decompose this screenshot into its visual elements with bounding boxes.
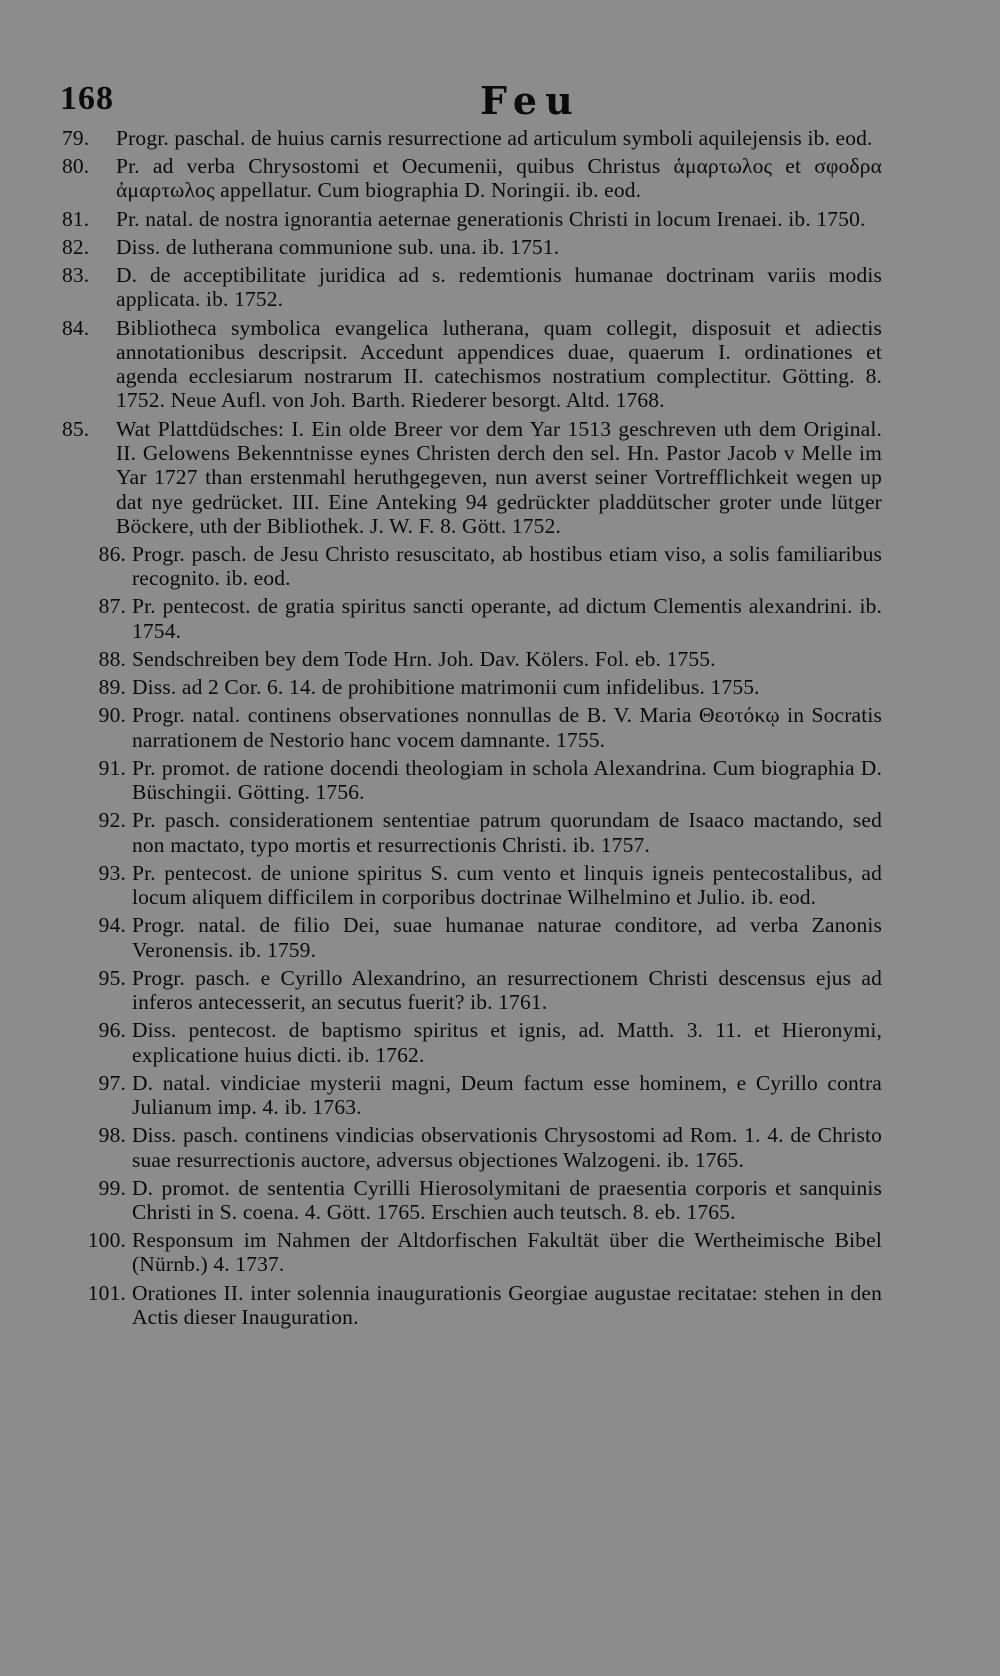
entry-number: 80. (62, 154, 90, 179)
entry-text: Progr. paschal. de huius carnis resurrectione ad articulum symboli aquilejensis ib. eod. (116, 126, 873, 150)
entry-number: 81. (62, 206, 90, 231)
entry-number: 82. (62, 234, 90, 259)
entry-number: 96. (98, 1018, 126, 1043)
bibliography-entry (62, 1018, 882, 1067)
entry-text: Orationes II. inter solennia inaugurationis Georgiae augustae recitatae: stehen in den Actis dieser Inauguration. (132, 1280, 882, 1329)
entry-text: Pr. pasch. considerationem sententiae patrum quorundam de Isaaco mactando, sed non mactato, typo mortis et resurrectionis Christi. ib. 1757. (132, 808, 882, 857)
bibliography-entry (62, 154, 882, 203)
entry-text: Sendschreiben bey dem Tode Hrn. Joh. Dav. Kölers. Fol. eb. 1755. (132, 646, 716, 671)
bibliography-entry (62, 675, 882, 699)
bibliography-entry (62, 808, 882, 857)
bibliography-entry (62, 1176, 882, 1225)
entry-number: 86. (98, 541, 126, 566)
entry-number: 91. (98, 755, 126, 780)
page-number: 168 (60, 80, 114, 117)
bibliography-entry (62, 417, 882, 538)
entry-text: D. de acceptibilitate juridica ad s. redemtionis humanae doctrinam variis modis applicata. ib. 1752. (116, 263, 882, 312)
bibliography-entry (62, 235, 882, 259)
bibliography-entry (62, 1123, 882, 1172)
entry-text: Diss. ad 2 Cor. 6. 14. de prohibitione matrimonii cum infidelibus. 1755. (132, 675, 760, 700)
entry-number: 100. (87, 1228, 126, 1253)
entry-number: 98. (98, 1123, 126, 1148)
entry-number: 88. (98, 646, 126, 671)
entry-number: 93. (98, 860, 126, 885)
entry-number: 92. (98, 808, 126, 833)
entry-text: Responsum im Nahmen der Altdorfischen Fakultät über die Wertheimische Bibel (Nürnb.) 4. 1737. (132, 1228, 882, 1277)
entry-text: Diss. pasch. continens vindicias observationis Chrysostomi ad Rom. 1. 4. de Christo suae resurrectionis auctore, adversus objectiones Walzogeni. ib. 1765. (132, 1123, 882, 1172)
entry-text: Progr. natal. de filio Dei, suae humanae naturae conditore, ad verba Zanonis Veronensis. ib. 1759. (132, 913, 882, 962)
entry-number: 85. (62, 416, 90, 441)
bibliography-list (62, 126, 882, 1333)
bibliography-entry (62, 594, 882, 643)
entry-text: Pr. natal. de nostra ignorantia aeternae generationis Christi in locum Irenaei. ib. 1750. (116, 206, 866, 231)
bibliography-entry (62, 647, 882, 671)
bibliography-entry (62, 1281, 882, 1330)
running-head: Feu (480, 78, 581, 123)
bibliography-entry (62, 703, 882, 752)
bibliography-entry (62, 913, 882, 962)
entry-text: Pr. pentecost. de unione spiritus S. cum vento et linquis igneis pentecostalibus, ad locum aliquem difficilem in corporibus doctrinae Wilhelmino et Julio. ib. eod. (132, 860, 882, 910)
bibliography-entry (62, 263, 882, 312)
bibliography-entry (62, 756, 882, 805)
entry-number: 90. (98, 703, 126, 728)
entry-number: 97. (98, 1070, 126, 1095)
bibliography-entry (62, 316, 882, 413)
bibliography-entry (62, 861, 882, 910)
bibliography-entry (62, 1071, 882, 1120)
bibliography-entry (62, 126, 882, 150)
entry-number: 89. (98, 675, 126, 700)
entry-number: 94. (98, 913, 126, 938)
page-header (60, 80, 940, 130)
entry-text: Progr. natal. continens observationes nonnullas de B. V. Maria Θεοτόκῳ in Socratis narrationem de Nestorio hanc vocem damnante. 1755. (132, 703, 882, 752)
entry-text: D. natal. vindiciae mysterii magni, Deum factum esse hominem, e Cyrillo contra Julianum imp. 4. ib. 1763. (132, 1070, 882, 1120)
entry-text: Pr. pentecost. de gratia spiritus sancti operante, ad dictum Clementis alexandrini. ib. 1754. (132, 594, 882, 643)
entry-number: 101. (87, 1280, 126, 1305)
entry-text: D. promot. de sententia Cyrilli Hierosolymitani de praesentia corporis et sanquinis Christi in S. coena. 4. Gött. 1765. Erschien auch teutsch. 8. eb. 1765. (132, 1175, 882, 1224)
entry-number: 83. (62, 263, 90, 288)
entry-text: Pr. ad verba Chrysostomi et Oecumenii, quibus Christus ἁμαρτωλος et σφοδρα ἀμαρτωλος appellatur. Cum biographia D. Noringii. ib. eod. (116, 154, 882, 203)
entry-text: Diss. de lutherana communione sub. una. ib. 1751. (116, 234, 560, 259)
entry-text: Progr. pasch. de Jesu Christo resuscitato, ab hostibus etiam viso, a solis familiaribus recognito. ib. eod. (132, 541, 882, 591)
entry-number: 87. (98, 594, 126, 619)
bibliography-entry (62, 966, 882, 1015)
bibliography-entry (62, 207, 882, 231)
bibliography-entry (62, 1228, 882, 1277)
entry-text: Diss. pentecost. de baptismo spiritus et ignis, ad. Matth. 3. 11. et Hieronymi, explicatione huius dicti. ib. 1762. (132, 1018, 882, 1067)
entry-text: Progr. pasch. e Cyrillo Alexandrino, an resurrectionem Christi descensus ejus ad inferos antecesserit, an secutus fuerit? ib. 1761. (132, 965, 882, 1015)
bibliography-entry (62, 542, 882, 591)
entry-number: 79. (62, 126, 90, 150)
entry-number: 84. (62, 315, 90, 340)
entry-text: Pr. promot. de ratione docendi theologiam in schola Alexandrina. Cum biographia D. Büschingii. Götting. 1756. (132, 755, 882, 805)
entry-text: Wat Plattdüdsches: I. Ein olde Breer vor dem Yar 1513 geschreven uth dem Original. II. Gelowens Bekenntnisse eynes Christen derch den sel. Hn. Pastor Jacob v Melle im Yar 1727 than erstenmahl heruthgegeven, nun averst seiner Vortrefflichkeit wegen up dat nye gedrücket. III. Eine Anteking 94 gedrückter pladdütscher groter unde lütger Böckere, uth der Bibliothek. J. W. F. 8. Gött. 1752. (116, 416, 882, 538)
entry-number: 95. (98, 965, 126, 990)
entry-text: Bibliotheca symbolica evangelica lutherana, quam collegit, disposuit et adiectis annotationibus descripsit. Accedunt appendices duae, quaerum I. ordinationes et agenda ecclesiarum nostrarum II. catechismos nostratium complectitur. Götting. 8. 1752. Neue Aufl. von Joh. Barth. Riederer besorgt. Altd. 1768. (116, 315, 882, 413)
entry-number: 99. (98, 1175, 126, 1200)
